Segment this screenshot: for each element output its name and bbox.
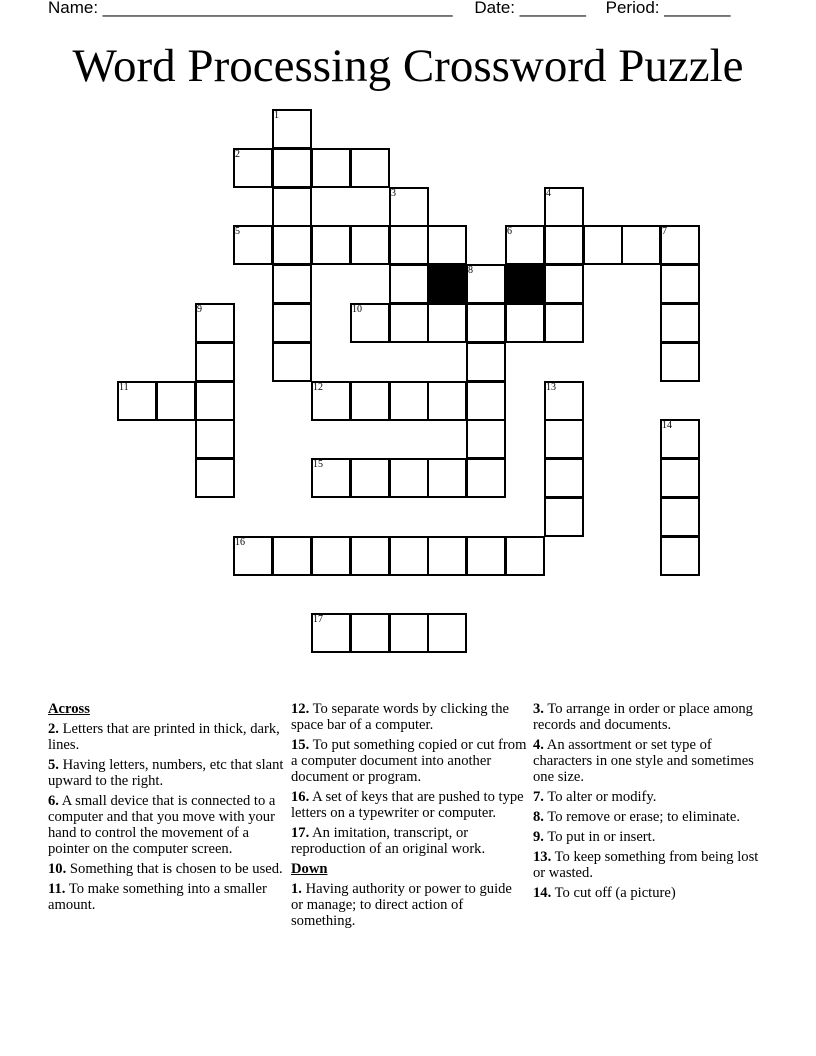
crossword-cell[interactable] (272, 264, 312, 304)
clue-number-label: 15. (291, 737, 310, 753)
crossword-cell[interactable] (466, 303, 506, 343)
clue-item (48, 757, 284, 789)
crossword-cell[interactable] (660, 264, 700, 304)
clue-number-label: 11. (48, 881, 66, 897)
clue-number-label: 3. (533, 701, 544, 717)
clue-number-label: 5. (48, 757, 59, 773)
crossword-cell[interactable] (621, 225, 661, 265)
clue-number: 11 (119, 382, 129, 393)
down-heading: Down (291, 861, 328, 877)
crossword-cell[interactable] (389, 613, 429, 653)
clue-item (291, 737, 527, 785)
clue-text: To arrange in order or place among records and documents. (533, 701, 753, 733)
clue-item (533, 737, 773, 785)
crossword-cell[interactable] (272, 225, 312, 265)
clue-item (533, 701, 773, 733)
crossword-cell[interactable] (350, 458, 390, 498)
crossword-cell[interactable] (389, 225, 429, 265)
clue-number: 12 (313, 382, 323, 393)
crossword-cell[interactable] (350, 381, 390, 421)
clue-number: 10 (352, 304, 362, 315)
crossword-cell[interactable] (660, 303, 700, 343)
crossword-cell[interactable] (544, 497, 584, 537)
clue-item (533, 789, 773, 805)
clue-number-label: 14. (533, 885, 552, 901)
crossword-cell[interactable] (350, 613, 390, 653)
clue-item (533, 809, 773, 825)
clue-text: An imitation, transcript, or reproduction of an original work. (291, 825, 486, 857)
clue-item (533, 885, 773, 901)
clue-number: 3 (391, 188, 396, 199)
clue-item (48, 721, 284, 753)
crossword-cell[interactable] (156, 381, 196, 421)
clue-text: To make something into a smaller amount. (48, 881, 267, 913)
clue-item (48, 861, 284, 877)
crossword-cell[interactable] (350, 536, 390, 576)
crossword-cell[interactable] (505, 303, 545, 343)
crossword-cell[interactable] (466, 458, 506, 498)
crossword-cell[interactable] (660, 536, 700, 576)
crossword-cell[interactable] (311, 148, 351, 188)
crossword-cell[interactable] (466, 381, 506, 421)
clue-number: 2 (235, 149, 240, 160)
clue-item (291, 789, 527, 821)
crossword-cell[interactable] (311, 536, 351, 576)
clue-number: 6 (507, 226, 512, 237)
clue-number-label: 4. (533, 737, 544, 753)
clue-number-label: 17. (291, 825, 310, 841)
clue-column-1 (48, 701, 284, 917)
clue-number: 15 (313, 459, 323, 470)
crossword-cell[interactable] (272, 187, 312, 227)
crossword-cell[interactable] (350, 225, 390, 265)
clue-text: Having authority or power to guide or manage; to direct action of something. (291, 881, 512, 929)
crossword-cell[interactable] (389, 381, 429, 421)
crossword-cell[interactable] (272, 148, 312, 188)
puzzle-title: Word Processing Crossword Puzzle (72, 40, 744, 92)
clue-number-label: 16. (291, 789, 310, 805)
clue-number: 14 (662, 420, 672, 431)
clue-item (48, 793, 284, 857)
clue-text: To put something copied or cut from a computer document into another document or program. (291, 737, 527, 785)
period-field[interactable]: Period: _______ (605, 0, 731, 17)
crossword-cell[interactable] (544, 458, 584, 498)
crossword-cell[interactable] (272, 342, 312, 382)
clue-text: To remove or erase; to eliminate. (547, 809, 741, 825)
crossword-cell[interactable] (466, 342, 506, 382)
clue-number-label: 12. (291, 701, 310, 717)
clue-text: Having letters, numbers, etc that slant upward to the right. (48, 757, 284, 789)
clue-number-label: 9. (533, 829, 544, 845)
date-field[interactable]: Date: _______ (474, 0, 586, 17)
clue-text: To keep something from being lost or wasted. (533, 849, 759, 881)
clue-number-label: 8. (533, 809, 544, 825)
clue-number: 4 (546, 188, 551, 199)
crossword-cell[interactable] (427, 381, 467, 421)
clue-number: 9 (197, 304, 202, 315)
clue-text: Letters that are printed in thick, dark, lines. (48, 721, 280, 753)
clue-item (291, 701, 527, 733)
crossword-cell[interactable] (389, 264, 429, 304)
clue-item (291, 825, 527, 857)
crossword-cell[interactable] (427, 536, 467, 576)
clue-number-label: 2. (48, 721, 59, 737)
clue-number: 5 (235, 226, 240, 237)
clue-text: An assortment or set type of characters in one style and sometimes one size. (533, 737, 754, 785)
clue-number: 17 (313, 614, 323, 625)
clue-item (533, 829, 773, 845)
clue-number-label: 7. (533, 789, 544, 805)
black-cell (505, 264, 545, 304)
crossword-cell[interactable] (544, 264, 584, 304)
clue-text: To put in or insert. (547, 829, 656, 845)
clue-text: A set of keys that are pushed to type letters on a typewriter or computer. (291, 789, 524, 821)
clue-text: To alter or modify. (547, 789, 657, 805)
clue-item (533, 849, 773, 881)
clue-number-label: 13. (533, 849, 552, 865)
crossword-cell[interactable] (389, 303, 429, 343)
crossword-cell[interactable] (505, 536, 545, 576)
clue-text: To cut off (a picture) (554, 885, 676, 901)
black-cell (427, 264, 467, 304)
crossword-cell[interactable] (195, 419, 235, 459)
clue-column-2 (291, 701, 527, 933)
crossword-cell[interactable] (350, 148, 390, 188)
crossword-cell[interactable] (272, 303, 312, 343)
crossword-cell[interactable] (466, 419, 506, 459)
clue-item (48, 881, 284, 913)
crossword-cell[interactable] (389, 536, 429, 576)
crossword-cell[interactable] (466, 536, 506, 576)
crossword-cell[interactable] (427, 225, 467, 265)
crossword-cell[interactable] (311, 225, 351, 265)
clue-number: 8 (468, 265, 473, 276)
crossword-cell[interactable] (389, 458, 429, 498)
clue-column-3 (533, 701, 773, 905)
clue-item (291, 881, 527, 929)
crossword-cell[interactable] (272, 536, 312, 576)
crossword-cell[interactable] (583, 225, 623, 265)
crossword-cell[interactable] (544, 419, 584, 459)
crossword-cell[interactable] (544, 303, 584, 343)
clue-number: 1 (274, 110, 279, 121)
clue-text: To separate words by clicking the space bar of a computer. (291, 701, 509, 733)
crossword-cell[interactable] (544, 225, 584, 265)
crossword-cell[interactable] (660, 458, 700, 498)
crossword-cell[interactable] (427, 458, 467, 498)
clue-text: A small device that is connected to a computer and that you move with your hand to control the movement of a pointer on the computer screen. (48, 793, 276, 857)
crossword-cell[interactable] (195, 458, 235, 498)
clue-number: 13 (546, 382, 556, 393)
crossword-cell[interactable] (427, 613, 467, 653)
clue-text: Something that is chosen to be used. (69, 861, 283, 877)
clue-number-label: 1. (291, 881, 302, 897)
name-field[interactable]: Name: _____________________________________ (48, 0, 453, 17)
across-heading: Across (48, 701, 90, 717)
crossword-cell[interactable] (195, 342, 235, 382)
crossword-cell[interactable] (427, 303, 467, 343)
clue-number-label: 10. (48, 861, 67, 877)
clue-number: 7 (662, 226, 667, 237)
clue-number-label: 6. (48, 793, 59, 809)
crossword-cell[interactable] (660, 342, 700, 382)
crossword-cell[interactable] (660, 497, 700, 537)
clue-number: 16 (235, 537, 245, 548)
crossword-cell[interactable] (195, 381, 235, 421)
